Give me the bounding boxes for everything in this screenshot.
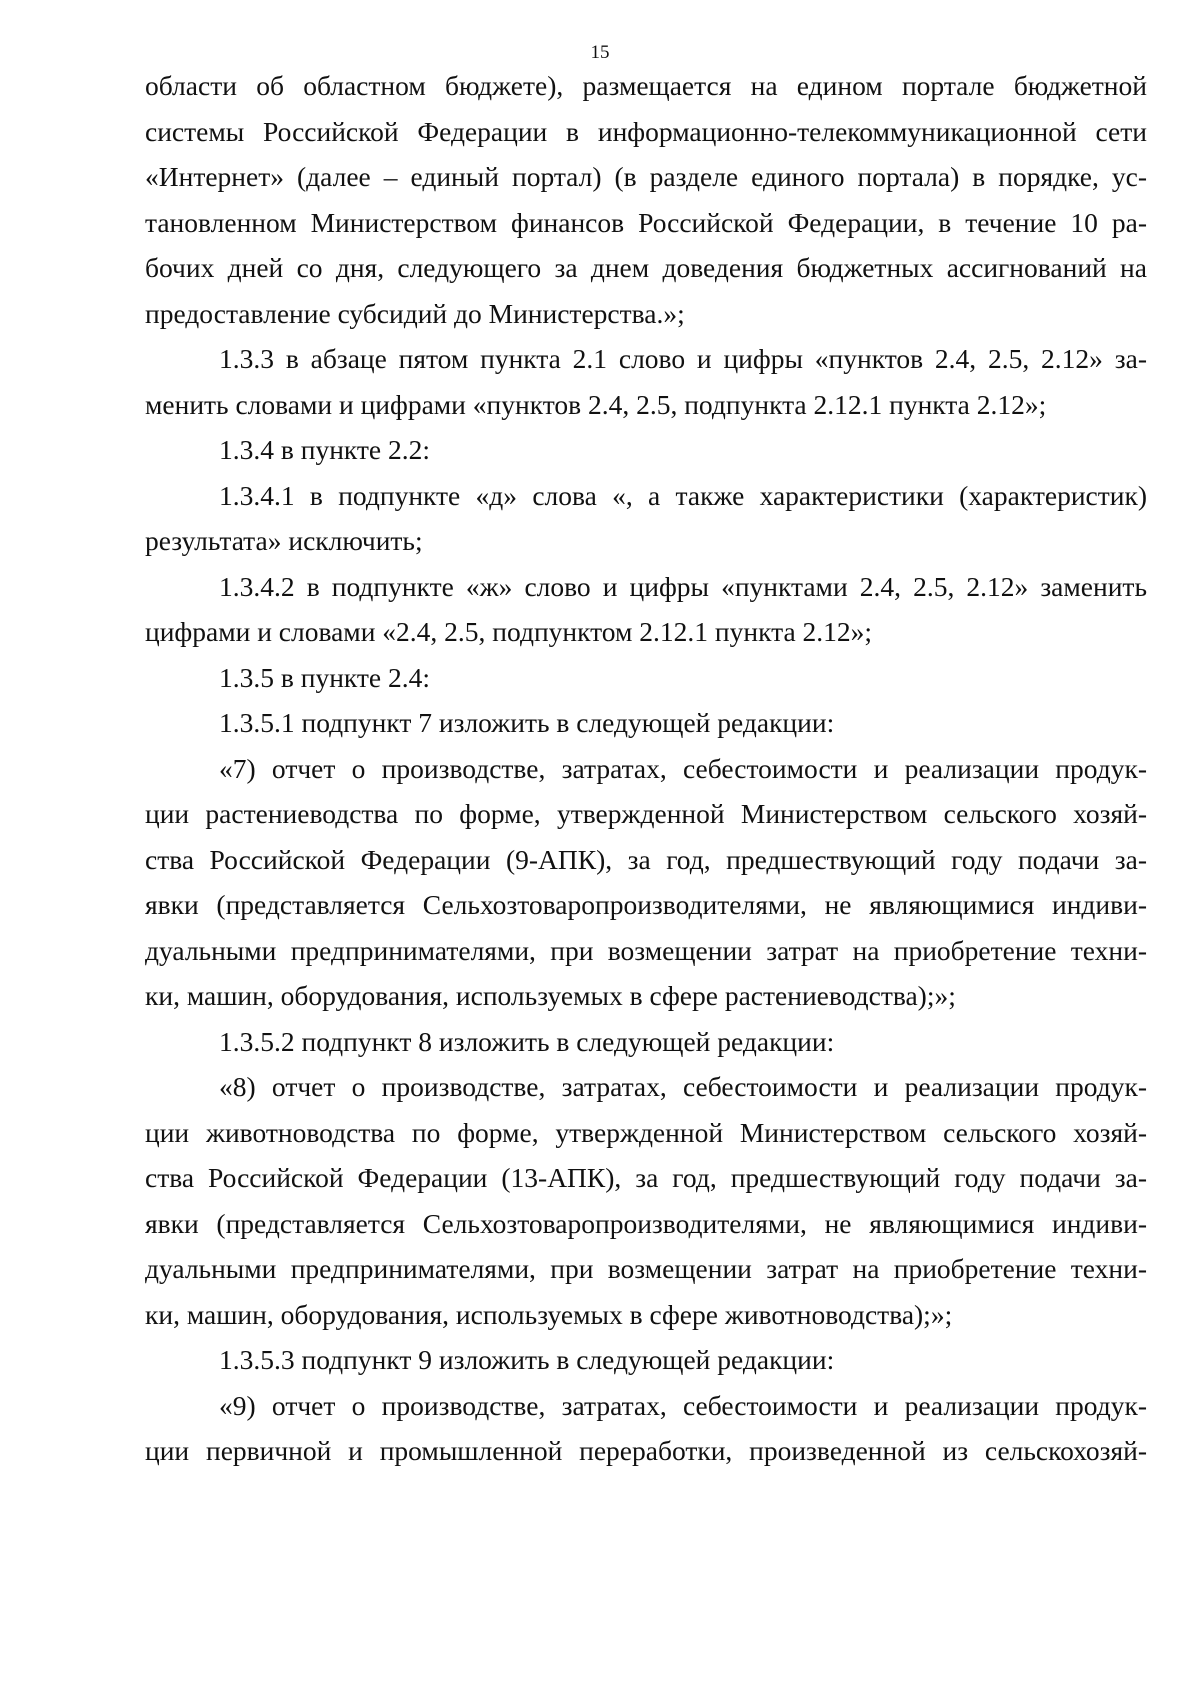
text-line: 1.3.3 в абзаце пятом пункта 2.1 слово и цифры «пунктов 2.4, 2.5, 2.12» за-: [219, 343, 1147, 374]
text-line: 1.3.5.1 подпункт 7 изложить в следующей редакции:: [219, 707, 835, 738]
text-line: 1.3.5 в пункте 2.4:: [219, 661, 431, 693]
text-line: «Интернет» (далее – единый портал) (в разделе единого портала) в порядке, ус-: [145, 161, 1147, 192]
text-line: тановленном Министерством финансов Российской Федерации, в течение 10 ра-: [145, 206, 1147, 238]
page-number: 15: [590, 42, 610, 63]
text-line: «7) отчет о производстве, затратах, себестоимости и реализации продук-: [219, 752, 1147, 784]
text-line: «9) отчет о производстве, затратах, себестоимости и реализации продук-: [219, 1389, 1147, 1421]
document-body: [145, 63, 1147, 1474]
text-line: явки (представляется Сельхозтоваропроизводителями, не являющимися индиви-: [145, 1207, 1147, 1239]
text-line: области об областном бюджете), размещается на едином портале бюджетной: [145, 70, 1147, 101]
text-line: предоставление субсидий до Министерства.»;: [145, 297, 685, 329]
text-line: явки (представляется Сельхозтоваропроизводителями, не являющимися индиви-: [145, 889, 1147, 920]
text-line: 1.3.4.2 в подпункте «ж» слово и цифры «пунктами 2.4, 2.5, 2.12» заменить: [219, 570, 1147, 602]
text-line: дуальными предпринимателями, при возмещении затрат на приобретение техни-: [145, 934, 1147, 966]
text-line: ки, машин, оборудования, используемых в сфере растениеводства);»;: [145, 980, 956, 1011]
text-line: ства Российской Федерации (13-АПК), за год, предшествующий году подачи за-: [145, 1162, 1147, 1193]
text-line: 1.3.5.2 подпункт 8 изложить в следующей редакции:: [219, 1025, 835, 1057]
text-line: ции растениеводства по форме, утвержденной Министерством сельского хозяй-: [145, 798, 1147, 829]
text-line: результата» исключить;: [145, 525, 423, 556]
text-line: 1.3.4 в пункте 2.2:: [219, 434, 431, 465]
text-line: системы Российской Федерации в информационно-телекоммуникационной сети: [145, 115, 1147, 147]
text-line: дуальными предпринимателями, при возмещении затрат на приобретение техни-: [145, 1253, 1147, 1284]
text-line: цифрами и словами «2.4, 2.5, подпунктом 2.12.1 пункта 2.12»;: [145, 616, 873, 647]
text-line: ции первичной и промышленной переработки, произведенной из сельскохозяй-: [145, 1435, 1147, 1466]
text-line: 1.3.5.3 подпункт 9 изложить в следующей редакции:: [219, 1344, 835, 1375]
text-line: «8) отчет о производстве, затратах, себестоимости и реализации продук-: [219, 1071, 1147, 1102]
text-line: ции животноводства по форме, утвержденной Министерством сельского хозяй-: [145, 1116, 1147, 1148]
text-line: ки, машин, оборудования, используемых в сфере животноводства);»;: [145, 1298, 953, 1330]
text-line: ства Российской Федерации (9-АПК), за год, предшествующий году подачи за-: [145, 843, 1147, 875]
text-line: менить словами и цифрами «пунктов 2.4, 2.5, подпункта 2.12.1 пункта 2.12»;: [145, 388, 1047, 420]
text-line: 1.3.4.1 в подпункте «д» слова «, а также характеристики (характеристик): [219, 479, 1147, 511]
text-line: бочих дней со дня, следующего за днем доведения бюджетных ассигнований на: [145, 252, 1147, 283]
